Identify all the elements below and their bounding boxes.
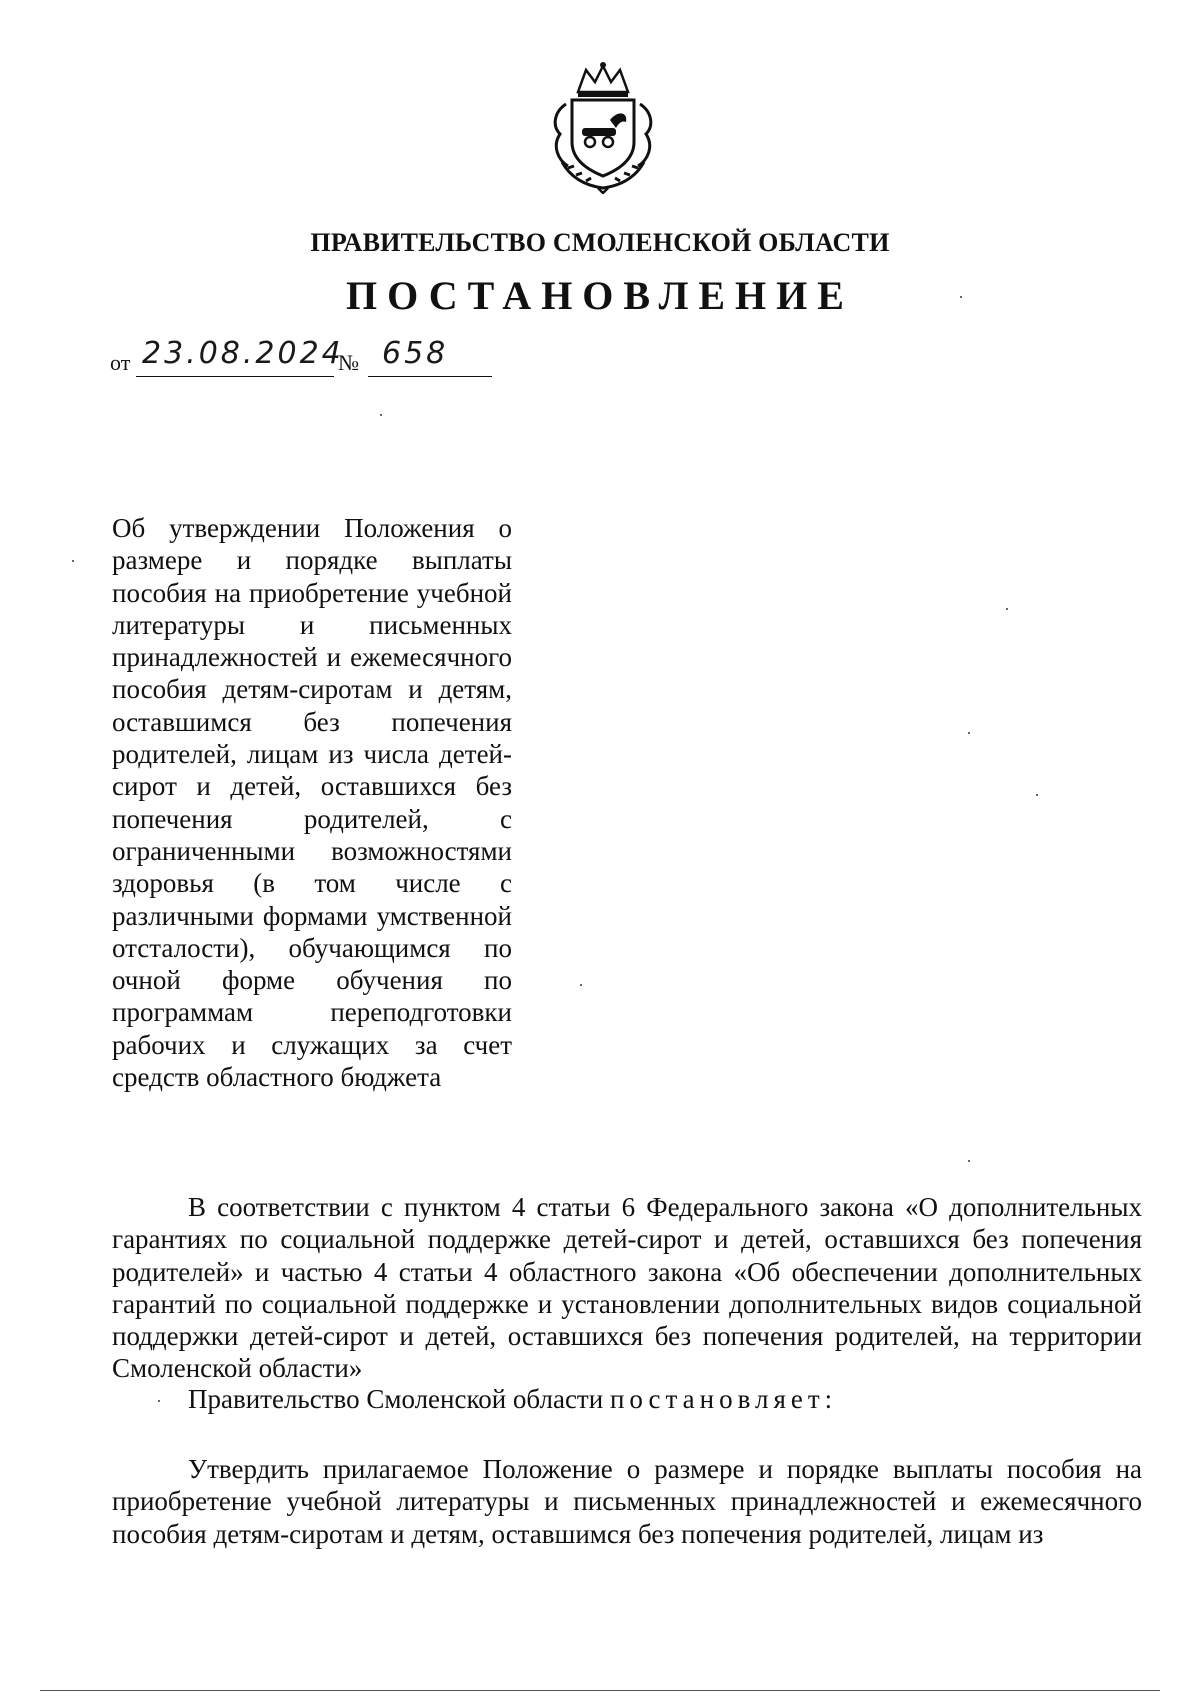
scan-speck [1006, 608, 1008, 610]
number-prefix: № [338, 350, 359, 375]
scan-speck [580, 984, 582, 986]
scan-speck [380, 414, 382, 416]
number-underline [368, 376, 492, 377]
scan-speck [72, 560, 74, 562]
document-number: 658 [382, 336, 449, 371]
decree-verb: постановляет: [609, 1384, 838, 1414]
scan-speck [968, 1160, 970, 1162]
preamble-paragraph: В соответствии с пунктом 4 статьи 6 Федерального закона «О дополнительных гарантиях по социальной поддержке детей-сирот и детей, оставшихся без попечения родителей» и частью 4 статьи 4 областного закона «Об обеспечении дополнительных гарантий по социальной поддержке и установлении дополнительных видов социальной поддержки детей-сирот и детей, оставшихся без попечения родителей, на территории Смоленской области» [112, 1192, 1142, 1384]
document-date: 23.08.2024 [142, 336, 344, 371]
scan-speck [968, 732, 970, 734]
organization-title: ПРАВИТЕЛЬСТВО СМОЛЕНСКОЙ ОБЛАСТИ [310, 228, 890, 257]
registration-line [110, 336, 550, 380]
document-subject: Об утверждении Положения о размере и порядке выплаты пособия на приобретение учебной литературы и письменных принадлежностей и ежемесячного пособия детям-сиротам и детям, оставшимся без попечения родителей, лицам из числа детей-сирот и детей, оставшихся без попечения родителей, с ограниченными возможностями здоровья (в том числе с различными формами умственной отсталости), обучающимся по очной форме обучения по программам переподготовки рабочих и служащих за счет средств областного бюджета [112, 513, 512, 1093]
paragraph-1: Утвердить прилагаемое Положение о размере и порядке выплаты пособия на приобретение учебной литературы и письменных принадлежностей и ежемесячного пособия детям-сиротам и детям, оставшимся без попечения родителей, лицам из [112, 1454, 1142, 1549]
document-type-heading: ПОСТАНОВЛЕНИЕ [346, 273, 854, 318]
decree-clause [112, 1383, 1142, 1415]
scan-speck [158, 1400, 160, 1402]
scan-speck [960, 296, 962, 298]
decree-subject: Правительство Смоленской области [188, 1384, 604, 1414]
date-prefix: от [110, 350, 131, 375]
smolensk-coat-of-arms-icon [548, 62, 658, 194]
date-underline [136, 376, 334, 377]
scan-speck [1036, 794, 1038, 796]
page-bottom-edge [40, 1690, 1160, 1691]
